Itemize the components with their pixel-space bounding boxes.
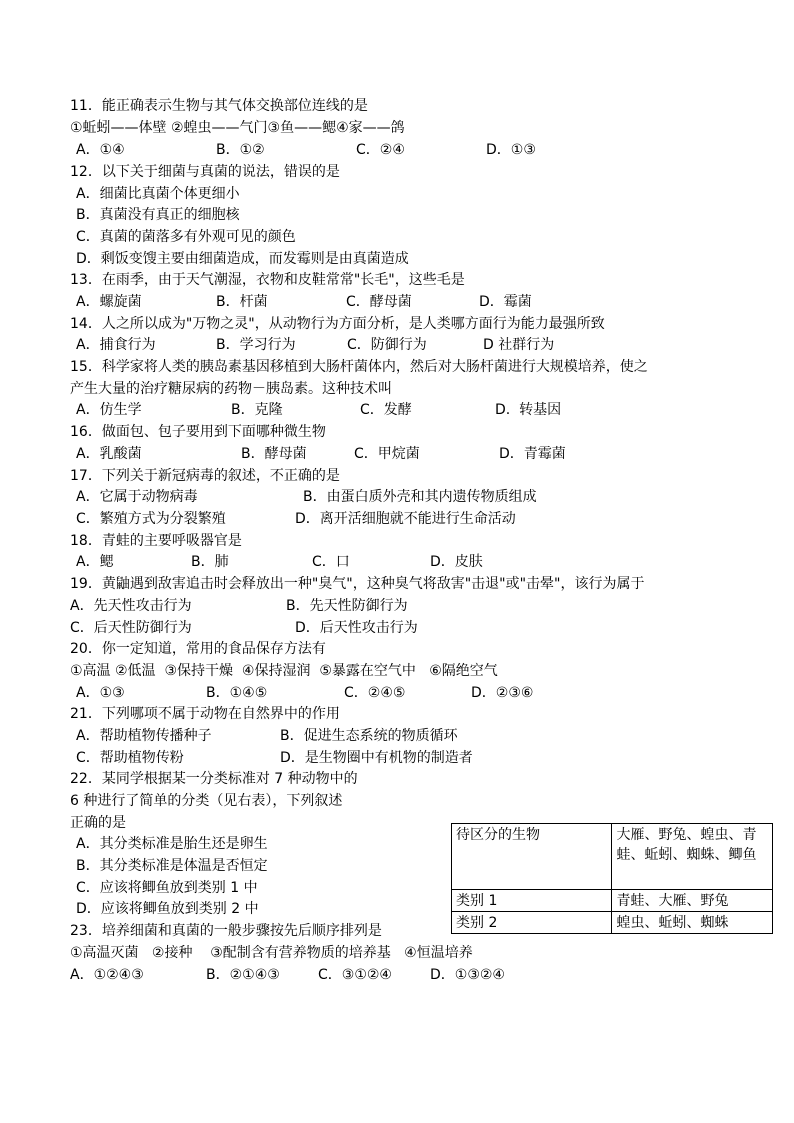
table-row [452, 912, 773, 934]
q22-option-a: A．其分类标准是胎生还是卵生 [76, 836, 268, 852]
q21-option-c: C．帮助植物传粉 [76, 750, 184, 766]
q18-option-d: D．皮肤 [430, 554, 483, 570]
q12-option-a: A．细菌比真菌个体更细小 [76, 186, 240, 202]
q17-option-a: A．它属于动物病毒 [76, 489, 198, 505]
q11-option-d: D．①③ [486, 142, 536, 158]
q21-stem: 21．下列哪项不属于动物在自然界中的作用 [70, 706, 340, 722]
q17-option-d: D．离开活细胞就不能进行生命活动 [295, 511, 516, 527]
q17-stem: 17．下列关于新冠病毒的叙述，不正确的是 [70, 468, 340, 484]
q13-option-c: C．酵母菌 [346, 294, 412, 310]
table-cell-value: 青蛙、大雁、野兔 [612, 890, 773, 912]
q19-option-a: A．先天性攻击行为 [70, 598, 192, 614]
q22-option-b: B．其分类标准是体温是否恒定 [76, 858, 268, 874]
q15-stem: 15．科学家将人类的胰岛素基因移植到大肠杆菌体内，然后对大肠杆菌进行大规模培养，使之 [70, 359, 648, 375]
q18-option-c: C．口 [312, 554, 350, 570]
table-cell-value: 大雁、野兔、蝗虫、青蛙、蚯蚓、蜘蛛、鲫鱼 [612, 824, 773, 890]
q19-stem: 19．黄鼬遇到敌害追击时会释放出一种"臭气"，这种臭气将敌害"击退"或"击晕"，该行为属于 [70, 576, 645, 592]
q21-option-a: A．帮助植物传播种子 [76, 728, 212, 744]
q23-sub: ①高温灭菌 ②接种 ③配制含有营养物质的培养基 ④恒温培养 [70, 945, 473, 961]
q14-option-d: D 社群行为 [483, 337, 555, 353]
q13-option-a: A．螺旋菌 [76, 294, 142, 310]
table-row [452, 824, 773, 890]
q19-option-b: B．先天性防御行为 [286, 598, 408, 614]
q22-stem-end: 正确的是 [70, 815, 126, 831]
table-cell-label: 类别 1 [452, 890, 612, 912]
q20-option-a: A．①③ [76, 685, 125, 701]
q18-stem: 18．青蛙的主要呼吸器官是 [70, 533, 242, 549]
q23-option-c: C．③①②④ [318, 967, 392, 983]
q23-option-d: D．①③②④ [430, 967, 505, 983]
q12-option-c: C．真菌的菌落多有外观可见的颜色 [76, 229, 296, 245]
q17-option-c: C．繁殖方式为分裂繁殖 [76, 511, 226, 527]
q19-option-d: D．后天性攻击行为 [295, 620, 418, 636]
q16-option-c: C．甲烷菌 [354, 446, 420, 462]
q13-option-b: B．杆菌 [216, 294, 268, 310]
table-cell-label: 待区分的生物 [452, 824, 612, 890]
q23-option-a: A．①②④③ [70, 967, 144, 983]
q23-option-b: B．②①④③ [206, 967, 280, 983]
q15-option-a: A．仿生学 [76, 402, 142, 418]
table-cell-label: 类别 2 [452, 912, 612, 934]
q22-option-c: C．应该将鲫鱼放到类别 1 中 [76, 880, 258, 896]
q11-sub: ①蚯蚓——体壁 ②蝗虫——气门③鱼——鳃④家——鸽 [70, 120, 405, 136]
q11-option-b: B．①② [216, 142, 265, 158]
classification-table [451, 823, 773, 934]
q20-option-d: D．②③⑥ [471, 685, 534, 701]
q15-stem-cont: 产生大量的治疗糖尿病的药物－胰岛素。这种技术叫 [70, 381, 392, 397]
q14-option-c: C．防御行为 [347, 337, 427, 353]
table-cell-value: 蝗虫、蚯蚓、蜘蛛 [612, 912, 773, 934]
q20-sub: ①高温 ②低温 ③保持干燥 ④保持湿润 ⑤暴露在空气中 ⑥隔绝空气 [70, 663, 498, 679]
q21-option-d: D．是生物圈中有机物的制造者 [280, 750, 473, 766]
q16-option-b: B．酵母菌 [241, 446, 307, 462]
q19-option-c: C．后天性防御行为 [70, 620, 192, 636]
q17-option-b: B．由蛋白质外壳和其内遗传物质组成 [303, 489, 537, 505]
q22-stem-cont: 6 种进行了简单的分类（见右表），下列叙述 [70, 793, 343, 809]
q20-option-c: C．②④⑤ [344, 685, 406, 701]
q12-option-d: D．剩饭变馊主要由细菌造成，而发霉则是由真菌造成 [76, 251, 409, 267]
q11-stem: 11．能正确表示生物与其气体交换部位连线的是 [70, 98, 368, 114]
q12-stem: 12．以下关于细菌与真菌的说法，错误的是 [70, 164, 340, 180]
q11-option-a: A．①④ [76, 142, 125, 158]
q14-option-a: A．捕食行为 [76, 337, 156, 353]
q15-option-b: B．克隆 [231, 402, 283, 418]
q22-option-d: D．应该将鲫鱼放到类别 2 中 [76, 901, 259, 917]
q13-stem: 13．在雨季，由于天气潮湿，衣物和皮鞋常常"长毛"，这些毛是 [70, 272, 465, 288]
q20-option-b: B．①④⑤ [206, 685, 268, 701]
q12-option-b: B．真菌没有真正的细胞核 [76, 207, 240, 223]
q23-stem: 23．培养细菌和真菌的一般步骤按先后顺序排列是 [70, 923, 382, 939]
table-row [452, 890, 773, 912]
q21-option-b: B．促进生态系统的物质循环 [280, 728, 458, 744]
q14-option-b: B．学习行为 [216, 337, 296, 353]
q15-option-c: C．发酵 [360, 402, 412, 418]
q22-stem: 22．某同学根据某一分类标准对 7 种动物中的 [70, 771, 358, 787]
q16-stem: 16．做面包、包子要用到下面哪种微生物 [70, 424, 326, 440]
q18-option-a: A．鳃 [76, 554, 114, 570]
q15-option-d: D. 转基因 [495, 402, 562, 418]
q13-option-d: D．霉菌 [479, 294, 532, 310]
q16-option-d: D．青霉菌 [499, 446, 566, 462]
q16-option-a: A．乳酸菌 [76, 446, 142, 462]
q20-stem: 20．你一定知道，常用的食品保存方法有 [70, 641, 326, 657]
q14-stem: 14．人之所以成为"万物之灵"，从动物行为方面分析，是人类哪方面行为能力最强所致 [70, 316, 605, 332]
q18-option-b: B．肺 [191, 554, 229, 570]
q11-option-c: C．②④ [356, 142, 405, 158]
